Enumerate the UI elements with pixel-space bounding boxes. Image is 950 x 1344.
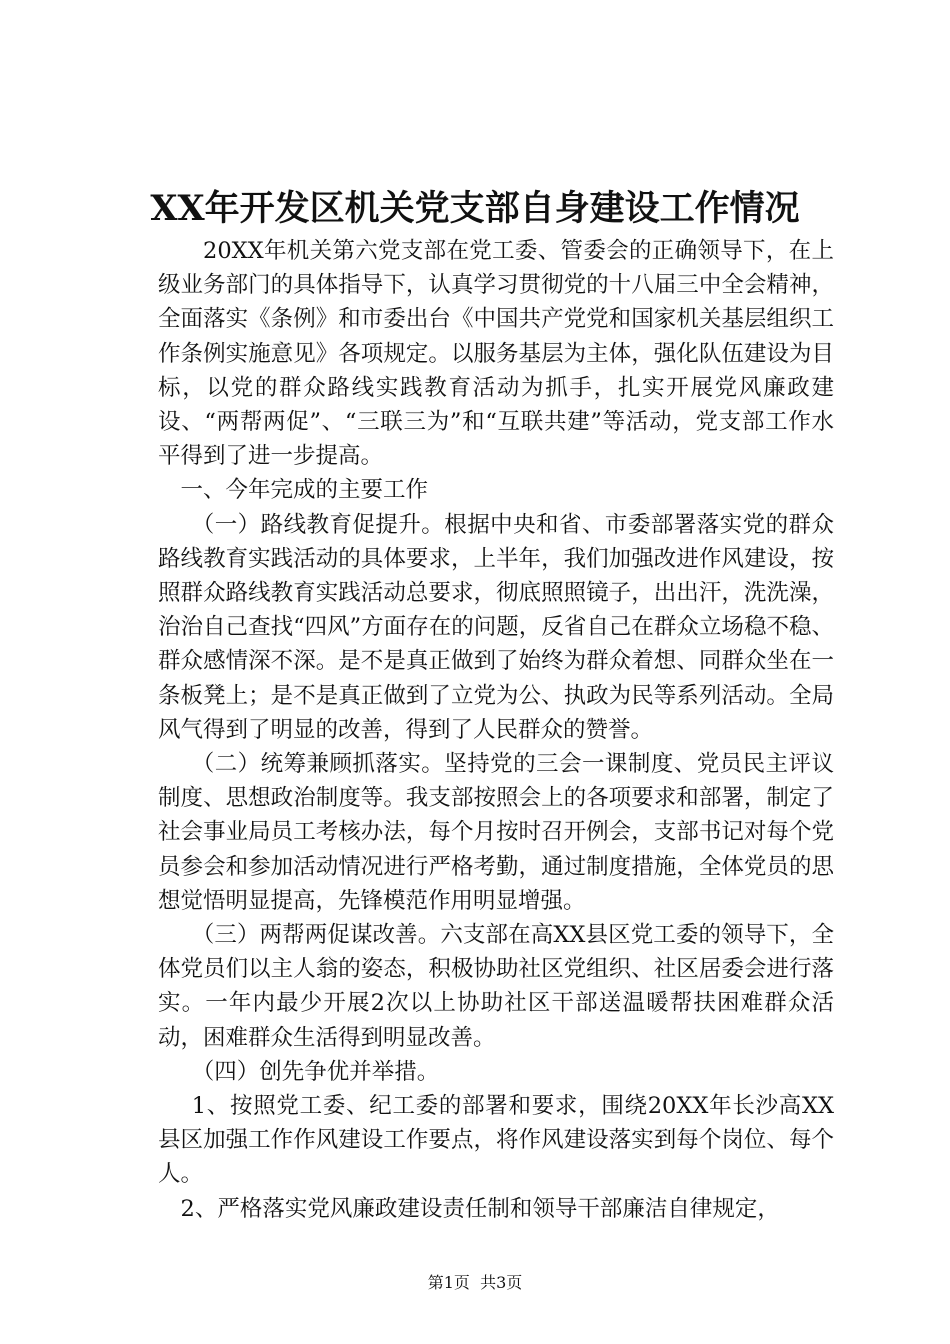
- paragraph-excellence-heading: （四）创先争优并举措。: [191, 1058, 440, 1085]
- list-item-2: 2、严格落实党风廉政建设责任制和领导干部廉洁自律规定，: [180, 1195, 780, 1222]
- list-item-1: 1、按照党工委、纪工委的部署和要求，围绕20XX年长沙高XX县区加强工作作风建设工作要点，将作风建设落实到每个岗位、每个人。: [158, 1093, 834, 1188]
- document-title: XX年开发区机关党支部自身建设工作情况: [150, 188, 800, 229]
- paragraph-overall-planning: （二）统筹兼顾抓落实。坚持党的三会一课制度、党员民主评议制度、思想政治制度等。我支部按照会上的各项要求和部署，制定了社会事业局员工考核办法，每个月按时召开例会，支部书记对每个党员参会和参加活动情况进行严格考勤，通过制度措施，全体党员的思想觉悟明显提高，先锋模范作用明显增强。: [158, 751, 834, 914]
- document-body: [158, 234, 834, 1226]
- section-heading: 一、今年完成的主要工作: [180, 477, 429, 504]
- paragraph-route-education: （一）路线教育促提升。根据中央和省、市委部署落实党的群众路线教育实践活动的具体要求，上半年，我们加强改进作风建设，按照群众路线教育实践活动总要求，彻底照照镜子，出出汗，洗洗澡，治治自己查找“四风”方面存在的问题，反省自己在群众立场稳不稳、群众感情深不深。是不是真正做到了始终为群众着想、同群众坐在一条板凳上；是不是真正做到了立党为公、执政为民等系列活动。全局风气得到了明显的改善，得到了人民群众的赞誉。: [158, 511, 834, 743]
- paragraph-two-helps: （三）两帮两促谋改善。六支部在高XX县区党工委的领导下，全体党员们以主人翁的姿态，积极协助社区党组织、社区居委会进行落实。一年内最少开展2次以上协助社区干部送温暖帮扶困难群众活动，困难群众生活得到明显改善。: [158, 922, 834, 1051]
- intro-paragraph: 20XX年机关第六党支部在党工委、管委会的正确领导下，在上级业务部门的具体指导下，认真学习贯彻党的十八届三中全会精神，全面落实《条例》和市委出台《中国共产党党和国家机关基层组织工作条例实施意见》各项规定。以服务基层为主体，强化队伍建设为目标，以党的群众路线实践教育活动为抓手，扎实开展党风廉政建设、“两帮两促”、“三联三为”和“互联共建”等活动，党支部工作水平得到了进一步提高。: [158, 238, 834, 470]
- page-footer: 第1页 共3页: [427, 1273, 523, 1292]
